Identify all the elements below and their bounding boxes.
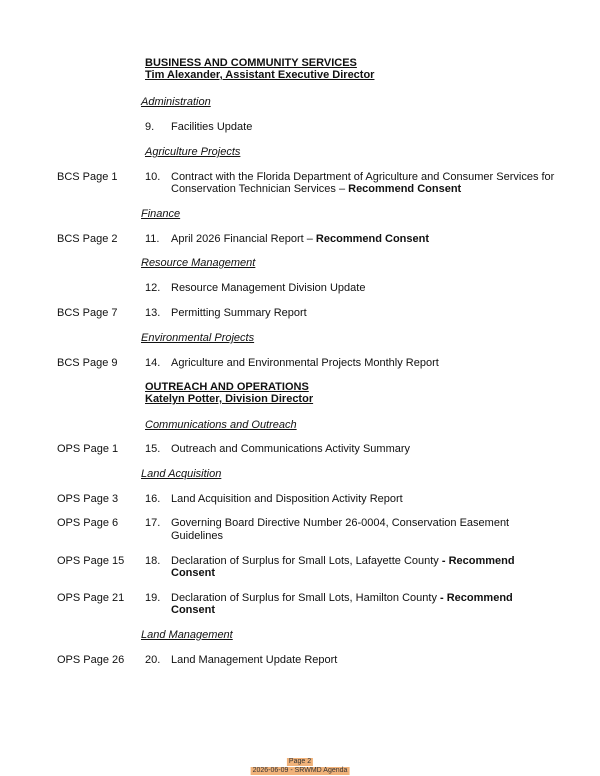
group-heading-land-management: Land Management (141, 629, 233, 641)
page-reference: BCS Page 1 (57, 171, 118, 183)
section-subtitle-ops: Katelyn Potter, Division Director (145, 393, 314, 405)
item-number: 16. (145, 493, 161, 505)
page-reference: OPS Page 26 (57, 654, 125, 666)
group-heading-land-acquisition: Land Acquisition (141, 468, 222, 480)
item-text (171, 555, 515, 568)
item-text-main: Declaration of Surplus for Small Lots, Hamilton County (171, 592, 441, 604)
item-text (171, 233, 429, 246)
item-number: 11. (145, 233, 160, 245)
item-text: Governing Board Directive Number 26-0004, Conservation Easement (171, 517, 510, 529)
item-number: 15. (145, 443, 161, 455)
page-reference: BCS Page 7 (57, 307, 118, 319)
item-text (171, 592, 513, 605)
section-title-ops: OUTREACH AND OPERATIONS (145, 381, 309, 393)
item-number: 13. (145, 307, 161, 319)
item-text-main: April 2026 Financial Report – (171, 233, 316, 245)
item-text: Land Acquisition and Disposition Activity Report (171, 493, 403, 505)
item-number: 12. (145, 282, 161, 294)
recommend-consent-label: Recommend Consent (348, 183, 462, 195)
item-text-continued: Conservation Technician Services – (171, 183, 349, 195)
section-subtitle-bcs: Tim Alexander, Assistant Executive Director (145, 69, 375, 81)
item-text: Contract with the Florida Department of Agriculture and Consumer Services for (171, 171, 555, 183)
item-number: 14. (145, 357, 161, 369)
page-reference: OPS Page 6 (57, 517, 119, 529)
item-text: Resource Management Division Update (171, 282, 366, 294)
page-reference: BCS Page 2 (57, 233, 118, 245)
item-number: 9. (145, 121, 155, 133)
item-number: 20. (145, 654, 161, 666)
item-text: Land Management Update Report (171, 654, 338, 666)
section-title-bcs: BUSINESS AND COMMUNITY SERVICES (145, 57, 357, 69)
group-heading-agriculture-projects: Agriculture Projects (145, 146, 241, 158)
item-number: 10. (145, 171, 161, 183)
consent-label: Consent (171, 604, 215, 616)
item-text: Facilities Update (171, 121, 253, 133)
item-text-line2 (171, 183, 461, 196)
page-reference: OPS Page 15 (57, 555, 125, 567)
footer-page-number: Page 2 (288, 758, 312, 765)
group-heading-finance: Finance (141, 208, 181, 220)
recommend-consent-label: Recommend Consent (315, 233, 429, 245)
consent-label: Consent (171, 567, 215, 579)
footer-agenda-label: 2026-06-09 - SRWMD Agenda (252, 767, 348, 774)
item-text: Outreach and Communications Activity Summary (171, 443, 411, 455)
item-number: 18. (145, 555, 161, 567)
page-reference: OPS Page 21 (57, 592, 125, 604)
page-reference: OPS Page 3 (57, 493, 119, 505)
item-text-line2: Guidelines (171, 530, 223, 542)
item-number: 17. (145, 517, 161, 529)
group-heading-administration: Administration (141, 96, 211, 108)
group-heading-environmental-projects: Environmental Projects (141, 332, 255, 344)
group-heading-resource-management: Resource Management (141, 257, 256, 269)
item-number: 19. (145, 592, 161, 604)
page-reference: BCS Page 9 (57, 357, 118, 369)
item-text: Agriculture and Environmental Projects Monthly Report (171, 357, 439, 369)
group-heading-communications-outreach: Communications and Outreach (145, 419, 297, 431)
page-reference: OPS Page 1 (57, 443, 119, 455)
item-text-main: Declaration of Surplus for Small Lots, Lafayette County (171, 555, 442, 567)
recommend-label: - Recommend (440, 592, 513, 604)
item-text: Permitting Summary Report (171, 307, 307, 319)
recommend-label: - Recommend (441, 555, 515, 567)
